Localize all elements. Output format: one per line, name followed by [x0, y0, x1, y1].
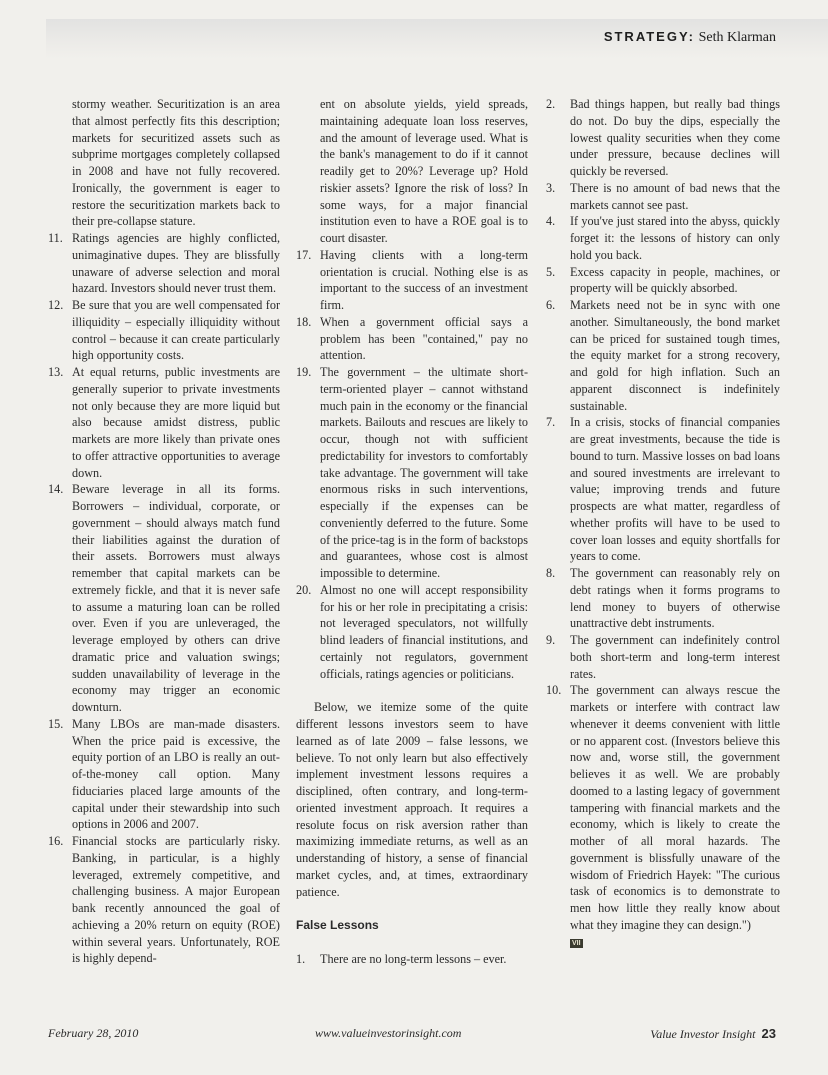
list-text: In a crisis, stocks of financial companies are great investments, because the tide is bound to turn. Massive losses on bad loans and soured investments are irrelevant to value; improving trends and future prospects are what matter, regardless of whether profits will have to be used to cover loan losses and equity shortfalls for years to come.: [570, 415, 780, 564]
list-number: 1.: [296, 952, 306, 966]
text-column-3: [546, 96, 780, 950]
spacer: [296, 682, 528, 699]
header-author-name: Seth Klarman: [698, 30, 776, 45]
list-text: If you've just stared into the abyss, quickly forget it: the lessons of history can only hold you back.: [570, 214, 780, 262]
footer-publication: [650, 1026, 776, 1042]
list-number: 9.: [546, 633, 556, 647]
list-number: 11.: [48, 231, 63, 245]
page-number: 23: [761, 1026, 776, 1041]
list-text: Be sure that you are well compensated for illiquidity – especially illiquidity without control – because it can create particularly high opportunity costs.: [72, 298, 280, 363]
footer-date: February 28, 2010: [48, 1026, 139, 1040]
list-item: [546, 213, 780, 263]
list-item: [546, 264, 780, 298]
list-number: 4.: [546, 214, 556, 229]
header-section-label: STRATEGY:: [603, 29, 695, 44]
list-item: [546, 682, 780, 933]
list-number: 5.: [546, 264, 556, 279]
list-item: [48, 716, 280, 833]
spacer: [296, 934, 528, 951]
list-text: Having clients with a long-term orientation is crucial. Nothing else is as important to the success of an investment firm.: [320, 247, 528, 312]
list-item: [48, 297, 280, 364]
list-number: 17.: [296, 247, 312, 262]
list-text: At equal returns, public investments are generally superior to private investments not only because they are more liquid but also because amidst distress, public markets are more likely than private ones to offer attractive opportunities to average down.: [72, 365, 280, 480]
list-number: 10.: [546, 683, 562, 698]
list-number: 15.: [48, 716, 64, 731]
list-number: 12.: [48, 298, 64, 312]
list-text: The government can reasonably rely on debt ratings when it forms programs to lend money to buyers of otherwise unattractive debt instruments.: [570, 566, 780, 631]
list-number: 3.: [546, 180, 556, 195]
list-item: [296, 582, 528, 683]
list-item: [296, 364, 528, 582]
list-item: [546, 565, 780, 632]
list-number: 19.: [296, 365, 312, 379]
list-text: The government – the ultimate short-term-oriented player – cannot withstand much pain in the economy or the financial markets. Bailouts and rescues are likely to occur, though not with sufficient predictability for investors to comfortably take advantage. The government will take enormous risks in such interventions, especially if the expenses can be conveniently deferred to the future. Some of the price-tag is in the form of backstops and guarantees, whose cost is almost impossible to determine.: [320, 365, 528, 580]
paragraph: ent on absolute yields, yield spreads, maintaining adequate loan loss reserves, and the amount of leverage used. What is the bank's management to do if it cannot readily get to 20%? Leverage up? Hold riskier assets? Ignore the risk of loss? In some ways, for a major financial institution even to have a ROE goal is to court disaster.: [320, 97, 528, 245]
list-item: [48, 833, 280, 967]
list-number: 18.: [296, 314, 312, 329]
list-text: When a government official says a problem has been "contained," pay no attention.: [320, 314, 528, 363]
list-text: Almost no one will accept responsibility for his or her role in precipitating a crisis: not leveraged speculators, not willfully blind leaders of financial institutions, and certainly not regulators, government officials, ratings agencies or politicians.: [320, 582, 528, 681]
list-item: [296, 247, 528, 314]
list-item: [296, 314, 528, 364]
list-item: [546, 934, 780, 951]
list-number: 14.: [48, 482, 64, 497]
list-number: 2.: [546, 97, 556, 111]
list-text: Financial stocks are particularly risky. Banking, in particular, is a highly leveraged, extremely competitive, and challenging business. A major European bank recently announced the goal of achieving a 20% return on equity (ROE) within several years. Unfortunately, ROE is highly depend-: [72, 834, 280, 966]
list-text: Bad things happen, but really bad things do not. Do buy the dips, especially the lowest quality securities when they come under pressure, because declines will quickly be reversed.: [570, 97, 780, 178]
list-item: [48, 230, 280, 297]
list-item: [546, 297, 780, 414]
list-item: [48, 481, 280, 716]
list-item: [546, 180, 780, 214]
paragraph: stormy weather. Securitization is an area that almost perfectly fits this description; markets for securitized assets such as subprime mortgages completely collapsed in 2008 and have not fully recovered. Ironically, the government is eager to restore the securitization markets back to their pre-collapse stature.: [72, 97, 280, 229]
list-item: [296, 951, 528, 968]
list-text: The government can always rescue the markets or interfere with contract law whenever it deems convenient with little or no apparent cost. (Investors believe this now and, worse still, the government believes it as well. We are probably doomed to a lasting legacy of government tampering with financial markets and the economy, which is likely to create the mother of all moral hazards. The government is blissfully unaware of the wisdom of Friedrich Hayek: "The curious task of economics is to demonstrate to men how little they really know about what they imagine they can design."): [570, 683, 780, 932]
list-item: [546, 96, 780, 180]
list-number: 7.: [546, 415, 556, 430]
text-column-2: [296, 96, 528, 968]
list-item: [546, 632, 780, 682]
spacer: [296, 900, 528, 917]
list-text: There is no amount of bad news that the markets cannot see past.: [570, 180, 780, 212]
list-number: 20.: [296, 582, 312, 597]
section-heading: False Lessons: [296, 918, 379, 933]
list-number: 8.: [546, 566, 556, 580]
list-text: Many LBOs are man-made disasters. When the price paid is excessive, the equity portion of an LBO is really an out-of-the-money call option. Many fiduciaries placed large amounts of the capital under their stewardship into such options in 2006 and 2007.: [72, 716, 280, 832]
footer-url[interactable]: www.valueinvestorinsight.com: [315, 1026, 462, 1040]
body-paragraph: Below, we itemize some of the quite different lessons investors seem to have learned as of late 2009 – false lessons, we believe. To not only learn but also effectively implement investment lessons requires a disciplined, often contrary, and long-term-oriented investment approach. It requires a resolute focus on risk aversion rather than maximizing immediate returns, as well as an understanding of history, a sense of financial market cycles, and, at times, extraordinary patience.: [296, 700, 528, 899]
list-number: 13.: [48, 365, 64, 379]
text-column-1: [48, 96, 280, 967]
list-item: [48, 364, 280, 481]
list-text: Ratings agencies are highly conflicted, unimaginative dupes. They are blissfully unaware of adverse selection and moral hazard. Investors should never trust them.: [72, 231, 280, 296]
list-number: 6.: [546, 298, 556, 312]
list-number: 16.: [48, 834, 64, 848]
list-text: Excess capacity in people, machines, or property will be quickly absorbed.: [570, 264, 780, 296]
list-text: Markets need not be in sync with one another. Simultaneously, the bond market can be priced for sustained tough times, the equity market for a strong recovery, and gold for high inflation. Such an apparent disconnect is indefinitely sustainable.: [570, 298, 780, 413]
list-text: The government can indefinitely control both short-term and long-term interest rates.: [570, 633, 780, 681]
list-text: Beware leverage in all its forms. Borrowers – individual, corporate, or government – should always match fund their liabilities against the duration of their assets. Borrowers must always remember that capital markets can be extremely fickle, and that it is never safe to assume a maturing loan can be rolled over. Even if you are unleveraged, the leverage employed by others can drive dramatic price and valuation swings; sudden unavailability of leverage in the economy may trigger an economic downturn.: [72, 482, 280, 714]
running-header: [604, 29, 776, 46]
list-text: There are no long-term lessons – ever.: [320, 952, 507, 966]
publication-name: Value Investor Insight: [650, 1027, 756, 1041]
list-item: [546, 414, 780, 565]
end-mark-icon: VII: [572, 939, 581, 947]
